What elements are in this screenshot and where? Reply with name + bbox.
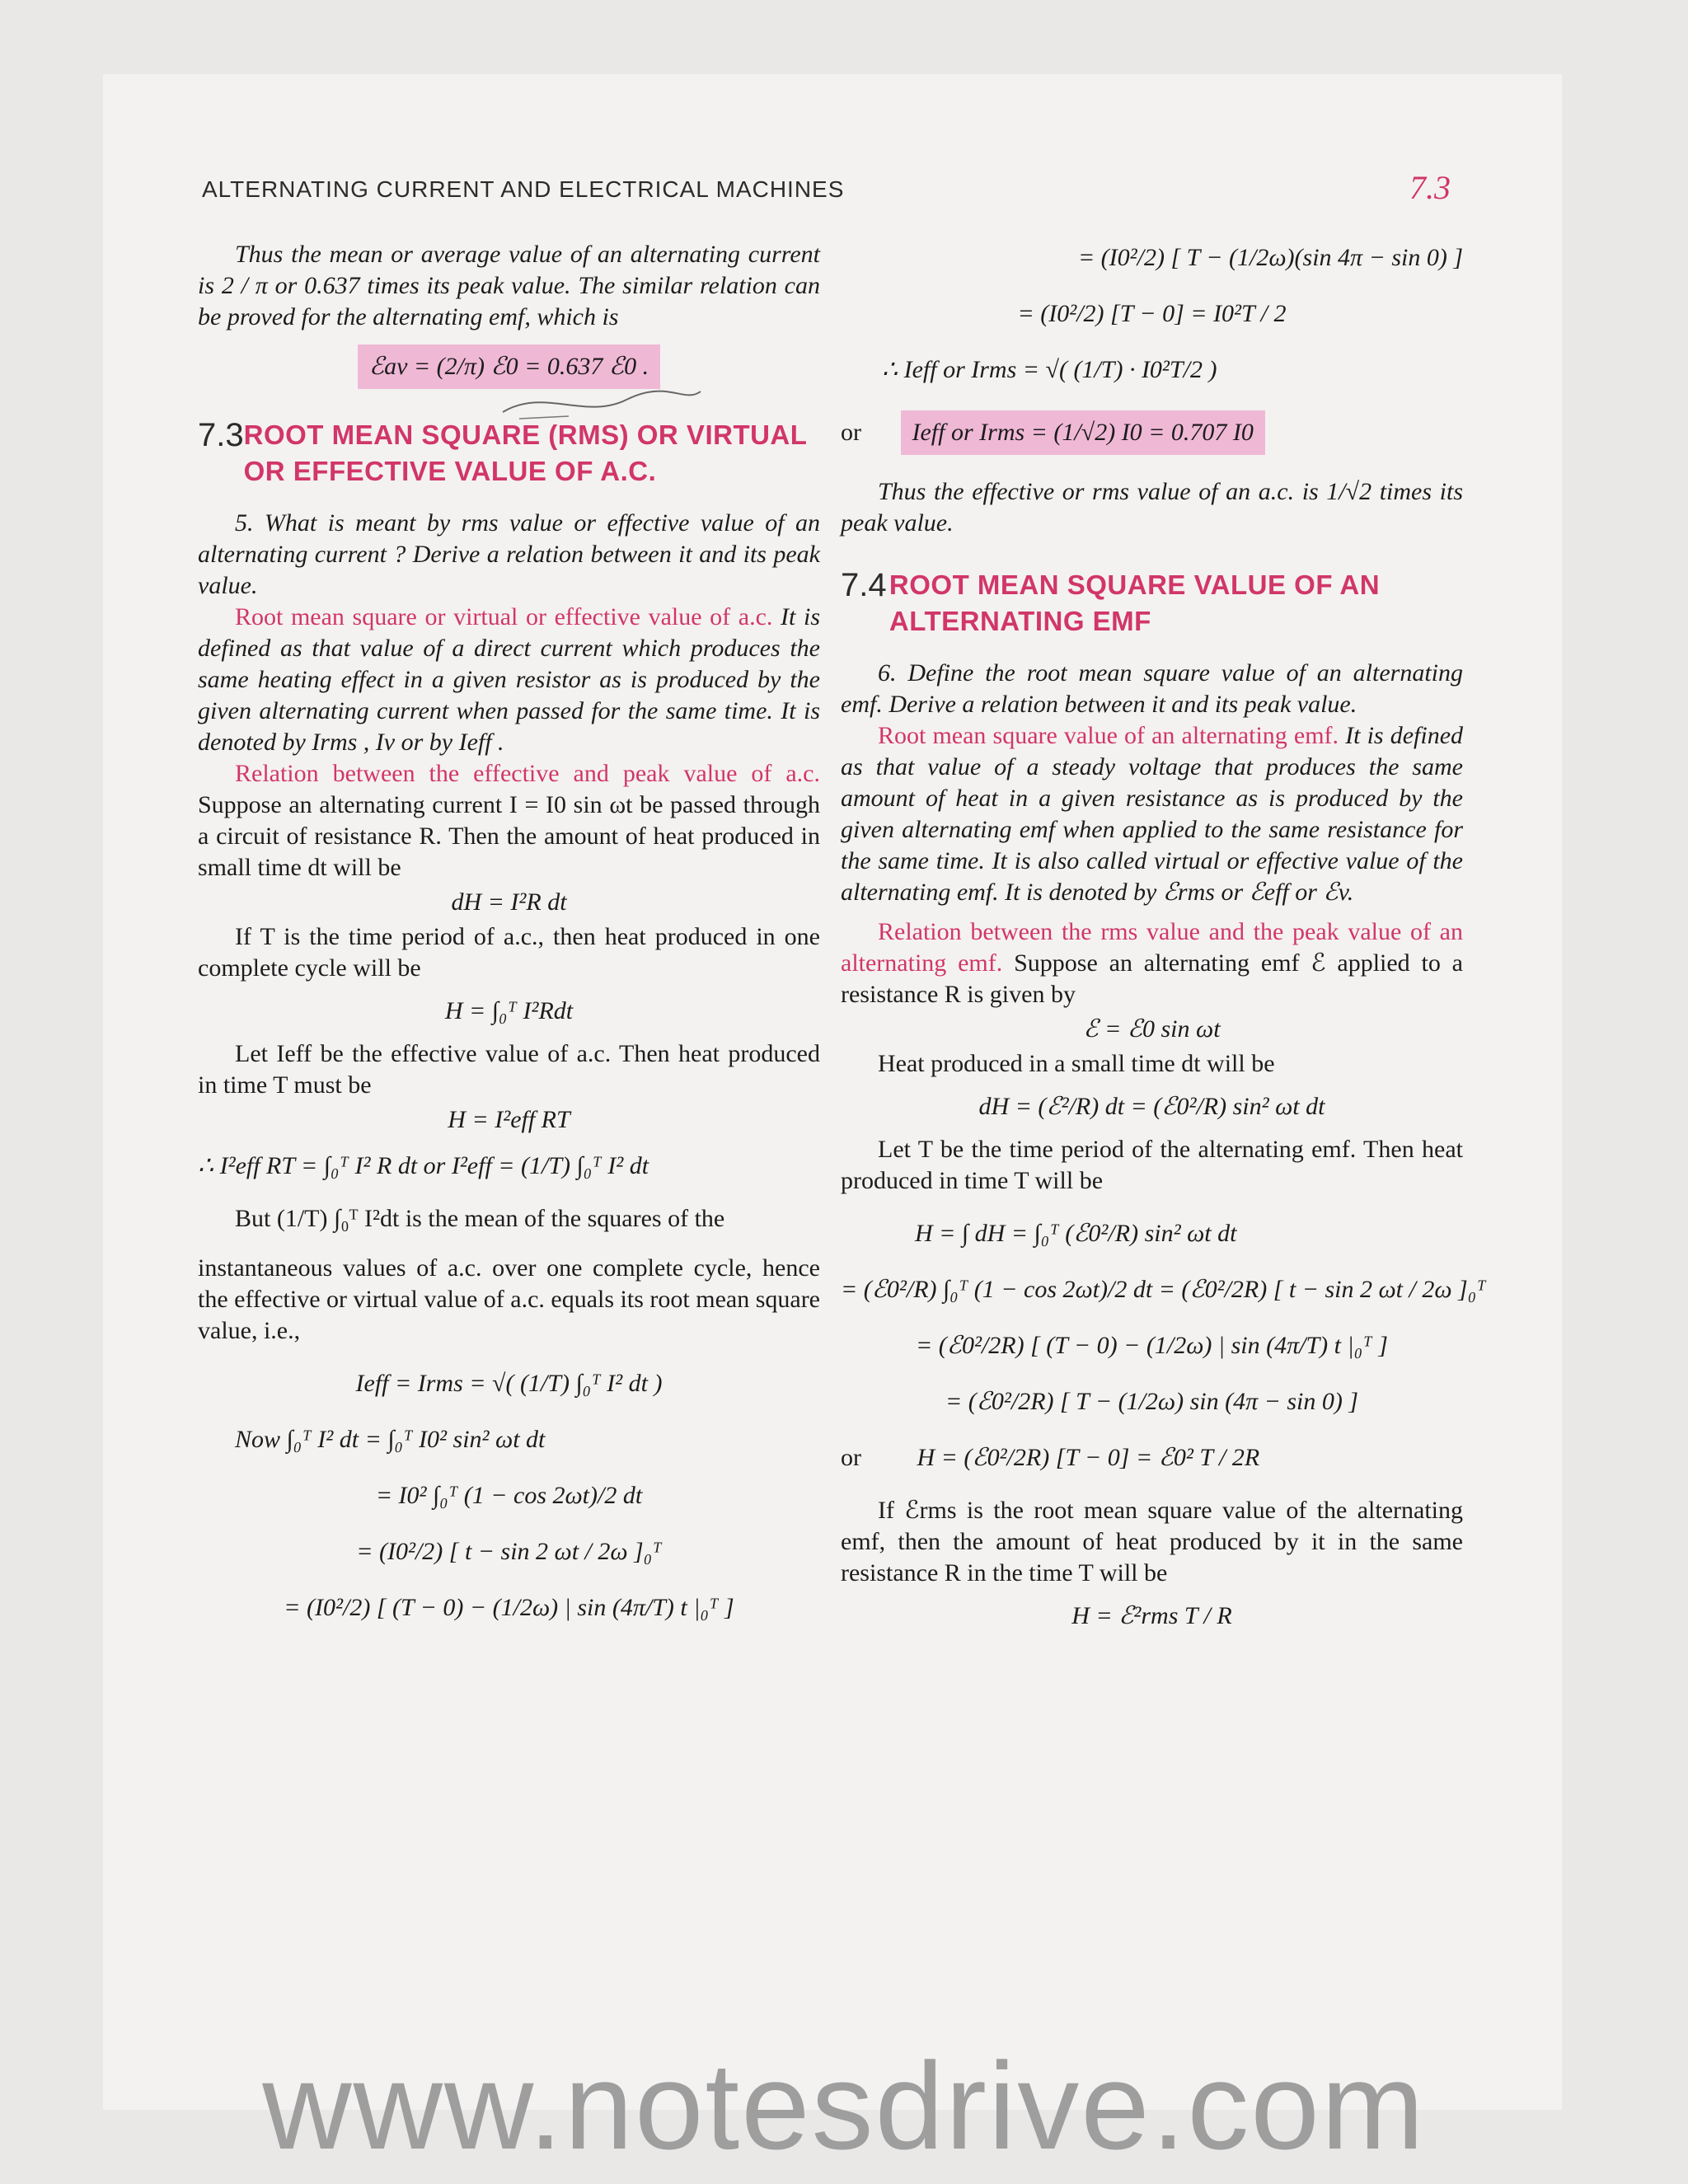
definition-rms-ac bbox=[198, 602, 820, 758]
equation-emf-step-4-row bbox=[841, 1442, 1463, 1474]
paragraph-instantaneous: instantaneous values of a.c. over one complete cycle, hence the effective or virtual value of a.c. equals its root mean square value, i.e., bbox=[198, 1254, 820, 1344]
section-number: 7.3 bbox=[198, 417, 244, 453]
equation-emf-step-1: = (ℰ0²/R) ∫₀ᵀ (1 − cos 2ωt)/2 dt = (ℰ0²/2R) [ t − sin 2 ωt / 2ω ]₀ᵀ bbox=[841, 1276, 1486, 1303]
equation-last: H = ℰ²rms T / R bbox=[1071, 1602, 1232, 1629]
equation-emf-step-2: = (ℰ0²/2R) [ (T − 0) − (1/2ω) | sin (4π/T) t |₀ᵀ ] bbox=[916, 1332, 1388, 1359]
equation-H-ieff: H = I²eff RT bbox=[448, 1106, 570, 1133]
paragraph-let-T: Let T be the time period of the alternating emf. Then heat produced in time T will be bbox=[841, 1136, 1463, 1194]
equation-r2: = (I0²/2) [T − 0] = I0²T / 2 bbox=[1017, 300, 1287, 327]
highlight-ieff: Ieff or Irms = (1/√2) I0 = 0.707 I0 bbox=[901, 410, 1265, 455]
paragraph-heat: Heat produced in a small time dt will be bbox=[878, 1050, 1275, 1077]
page-number: 7.3 bbox=[1409, 169, 1451, 206]
equation-emf-step-4: H = (ℰ0²/2R) [T − 0] = ℰ0² T / 2R bbox=[917, 1444, 1260, 1471]
equation-step-2: = (I0²/2) [ t − sin 2 ωt / 2ω ]₀ᵀ bbox=[356, 1538, 662, 1565]
relation-paragraph bbox=[841, 916, 1463, 1010]
equation-emf: ℰ = ℰ0 sin ωt bbox=[1083, 1015, 1221, 1043]
definition-text: It is defined as that value of a direct current which produces the same heating effect in a given resistor as is produced by the given alternating current when passed for the same time. It is denoted by Irms , Iv or by Ieff . bbox=[198, 603, 820, 756]
question-6: 6. Define the root mean square value of an alternating emf. Derive a relation between it and its peak value. bbox=[841, 659, 1463, 718]
paragraph-if-erms: If ℰrms is the root mean square value of the alternating emf, then the amount of heat produced by it in the same resistance R in the time T will be bbox=[841, 1497, 1463, 1586]
running-head: ALTERNATING CURRENT AND ELECTRICAL MACHINES bbox=[202, 176, 845, 202]
relation-label: Relation between the rms value and the peak value of an alternating emf. bbox=[841, 918, 1463, 977]
highlight-eav: ℰav = (2/π) ℰ0 = 0.637 ℰ0 . bbox=[358, 344, 660, 389]
equation-now: Now ∫₀ᵀ I² dt = ∫₀ᵀ I0² sin² ωt dt bbox=[235, 1426, 546, 1453]
left-column bbox=[198, 239, 820, 1627]
equation-r1: = (I0²/2) [ T − (1/2ω)(sin 4π − sin 0) ] bbox=[1077, 244, 1463, 271]
definition-text: It is defined as that value of a steady voltage that produces the same amount of heat in a given resistance as is produced by the given alternating emf when applied to the same resistance for the same time. It is also called virtual or effective value of the alternating emf. It is denoted by ℰrms or ℰeff or ℰv. bbox=[841, 722, 1464, 906]
section-number: 7.4 bbox=[841, 567, 887, 603]
section-7-4-heading bbox=[841, 567, 1463, 640]
definition-rms-emf bbox=[841, 720, 1463, 908]
equation-therefore: ∴ I²eff RT = ∫₀ᵀ I² R dt or I²eff = (1/T) ∫₀ᵀ I² dt bbox=[198, 1152, 649, 1179]
relation-paragraph bbox=[198, 758, 820, 883]
section-title: ROOT MEAN SQUARE VALUE OF AN ALTERNATING EMF bbox=[889, 569, 1381, 636]
definition-label: Root mean square or virtual or effective value of a.c. bbox=[235, 603, 773, 630]
equation-H-integral: H = ∫₀ᵀ I²Rdt bbox=[444, 997, 574, 1024]
equation-emf-step-3: = (ℰ0²/2R) [ T − (1/2ω) sin (4π − sin 0) ] bbox=[945, 1388, 1359, 1415]
section-title: ROOT MEAN SQUARE (RMS) OR VIRTUAL OR EFFECTIVE VALUE OF A.C. bbox=[243, 419, 807, 486]
watermark: www.notesdrive.com bbox=[262, 2036, 1426, 2175]
or-label: or bbox=[841, 419, 861, 446]
equation-r3: ∴ Ieff or Irms = √( (1/T) · I0²T/2 ) bbox=[882, 356, 1217, 383]
relation-text: Suppose an alternating current I = I0 sin ωt be passed through a circuit of resistance R. Then the amount of heat produced in small time dt will be bbox=[198, 791, 820, 881]
definition-label: Root mean square value of an alternating emf. bbox=[878, 722, 1339, 749]
paragraph-thus: Thus the effective or rms value of an a.c. is 1/√2 times its peak value. bbox=[841, 478, 1463, 537]
relation-text: Suppose an alternating emf ℰ applied to a resistance R is given by bbox=[841, 949, 1464, 1008]
equation-r4-row bbox=[841, 410, 1463, 455]
relation-label: Relation between the effective and peak value of a.c. bbox=[235, 760, 820, 787]
equation-step-1: = I0² ∫₀ᵀ (1 − cos 2ωt)/2 dt bbox=[375, 1482, 643, 1509]
paragraph-cycle: If T is the time period of a.c., then heat produced in one complete cycle will be bbox=[198, 923, 820, 982]
or-label: or bbox=[841, 1444, 861, 1471]
paragraph-but: But (1/T) ∫₀ᵀ I²dt is the mean of the squares of the bbox=[235, 1205, 725, 1232]
equation-ieff-irms: Ieff = Irms = √( (1/T) ∫₀ᵀ I² dt ) bbox=[355, 1370, 663, 1397]
equation-emf-H: H = ∫ dH = ∫₀ᵀ (ℰ0²/R) sin² ωt dt bbox=[915, 1220, 1237, 1247]
right-column bbox=[841, 239, 1486, 1635]
paragraph-mean-value: Thus the mean or average value of an alternating current is 2 / π or 0.637 times its peak value. The similar relation can be proved for the alternating emf, which is bbox=[198, 241, 820, 330]
equation-step-3: = (I0²/2) [ (T − 0) − (1/2ω) | sin (4π/T) t |₀ᵀ ] bbox=[284, 1594, 734, 1621]
equation-dH: dH = I²R dt bbox=[451, 888, 567, 916]
question-5: 5. What is meant by rms value or effective value of an alternating current ? Derive a relation between it and its peak value. bbox=[198, 509, 820, 599]
pen-scribble bbox=[495, 379, 709, 429]
equation-emf-dH: dH = (ℰ²/R) dt = (ℰ0²/R) sin² ωt dt bbox=[978, 1093, 1325, 1120]
paragraph-let-ieff: Let Ieff be the effective value of a.c. Then heat produced in time T must be bbox=[198, 1040, 820, 1099]
